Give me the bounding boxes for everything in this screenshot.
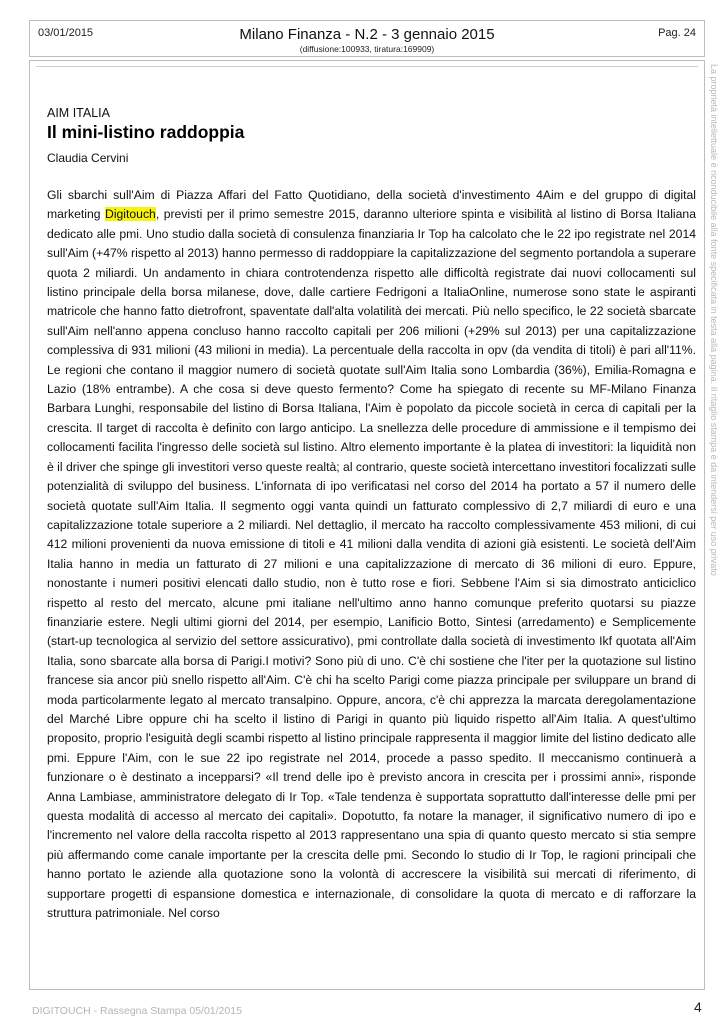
body-text-after: , previsti per il primo semestre 2015, daranno ulteriore spinta e visibilità al listino di Borsa Italiana dedicato alle pmi. Uno studio dalla società di consulenza finanziaria Ir Top ha calcolato che le 22 ipo registrate nel 2014 sull'Aim (+47% rispetto al 2013) hanno permesso di raddoppiare la capitalizzazione del segmento portandola a superare quota 2 miliardi. Un andamento in chiara controtendenza rispetto alle difficoltà registrate dai nuovi collocamenti sul listino principale della borsa milanese, dove, dalle cartiere Fedrigoni a ItaliaOnline, numerose sono state le aspiranti matricole che hanno fatto dietrofront, spaventate dall'alta volatilità dei mercati. Più nello specifico, le 22 società sbarcate sull'Aim nell'anno appena concluso hanno raccolto capitali per 206 milioni (+29% sul 2013) per una capitalizzazione complessiva di 931 milioni (43 milioni in media). La percentuale della raccolta in opv (da vendita di titoli) è pari all'11%. Le regioni che contano il maggior numero di società quotate sull'Aim Italia sono Lombardia (36%), Emilia-Romagna e Lazio (18% entrambe). A che cosa si deve questo fermento? Come ha spiegato di recente su MF-Milano Finanza Barbara Lunghi, responsabile del listino di Borsa Italiana, l'Aim è popolato da piccole società in cerca di capitali per la crescita. Il target di raccolta è definito con largo anticipo. La snellezza delle procedure di ammissione e il tempismo dei collocamenti facilita l'ingresso delle società sul listino. Altro elemento importante è la platea di investitori: la liquidità non è il driver che spinge gli investitori verso queste realtà; al contrario, queste società intercettano investitori focalizzati sulle potenzialità di sviluppo del business. L'infornata di ipo verificatasi nel corso del 2014 ha portato a 57 il numero delle società quotate sull'Aim Italia. Il segmento oggi vanta quindi un fatturato complessivo di 2,7 miliardi di euro e una capitalizzazione totale superiore a 2 miliardi. Nel dettaglio, il mercato ha raccolto complessivamente 453 milioni, di cui 412 milioni provenienti da nuova emissione di titoli e 41 milioni dalla vendita di azioni già esistenti. Le società dell'Aim Italia hanno in media un fatturato di 27 milioni e una capitalizzazione di mercato di 36 milioni di euro. Eppure, nonostante i numeri positivi elencati dallo studio, non è tutto rose e fiori. Sebbene l'Aim si sia dimostrato anticiclico rispetto al resto del mercato, alcune pmi italiane nell'ultimo anno hanno comunque preferito quotarsi su piazze finanziarie estere. Negli ultimi giorni del 2014, per esempio, Lanificio Botto, Sintesi (arredamento) e Semplicemente (start-up tecnologica al servizio del settore assicurativo), pmi controllate dalla società di investimento Ikf quotata all'Aim Italia, sono sbarcate alla borsa di Parigi.I motivi? Sono più di uno. C'è chi sostiene che l'iter per la quotazione sul listino francese sia ancor più snello rispetto all'Aim. C'è chi ha scelto Parigi come piazza principale per sviluppare un brand di moda particolarmente legato al mercato transalpino. Oppure, ancora, c'è chi apprezza la marcata deregolamentazione del Marché Libre oppure chi ha scelto il listino di Parigi in quanto più liquido rispetto all'Aim Italia. A quest'ultimo proposito, proprio l'esiguità degli scambi rispetto al listino principale rappresenta il maggior limite del listino dedicato alle pmi. Eppure l'Aim, con le sue 22 ipo registrate nel 2014, procede a passo spedito. Il meccanismo continuerà a funzionare o è destinato a incepparsi? «Il trend delle ipo è previsto ancora in crescita per i prossimi anni», risponde Anna Lambiase, amministratore delegato di Ir Top. «Tale tendenza è supportata soprattutto dall'interesse delle pmi per questa modalità di accesso al mercato dei capitali». Dopotutto, fa notare la manager, il significativo numero di ipo e l'incremento nel valore della raccolta rispetto al 2013 rappresentano una spia di quanto questo mercato si stia sempre più affermando come canale importante per la crescita delle pmi. Secondo lo studio di Ir Top, le ragioni principali che hanno portato le aziende alla quotazione sono la volontà di accrescere la visibilità sui mercati di riferimento, di supportare progetti di espansione domestica e internazionale, di consolidare la quota di mercato e di rafforzare la struttura patrimoniale. Nel corso xyxy=(47,207,696,921)
header-date: 03/01/2015 xyxy=(38,27,94,39)
section-label: AIM ITALIA xyxy=(47,106,110,120)
article-headline: Il mini-listino raddoppia xyxy=(47,122,245,142)
publication-title: Milano Finanza - N.2 - 3 gennaio 2015 xyxy=(239,26,495,43)
copyright-side-note: La proprietà intellettuale è riconducibile alla fonte specificata in testa alla pagina. Il ritaglio stampa è da intendersi per uso privato xyxy=(709,64,719,576)
article-body xyxy=(47,186,696,996)
circulation-info: (diffusione:100933, tiratura:169909) xyxy=(299,44,435,54)
footer-page-number: 4 xyxy=(694,999,702,1015)
article-author: Claudia Cervini xyxy=(47,151,129,165)
footer-source: DIGITOUCH - Rassegna Stampa 05/01/2015 xyxy=(32,1005,242,1017)
header-page-number: Pag. 24 xyxy=(658,27,696,39)
page-header xyxy=(29,20,705,57)
highlighted-term: Digitouch xyxy=(105,207,156,222)
top-divider xyxy=(36,66,698,67)
body-text-before: Gli sbarchi sull'Aim di Piazza Affari del Fatto Quotidiano, della società d'investimento 4Aim e del gruppo di digital marketing xyxy=(47,188,696,222)
